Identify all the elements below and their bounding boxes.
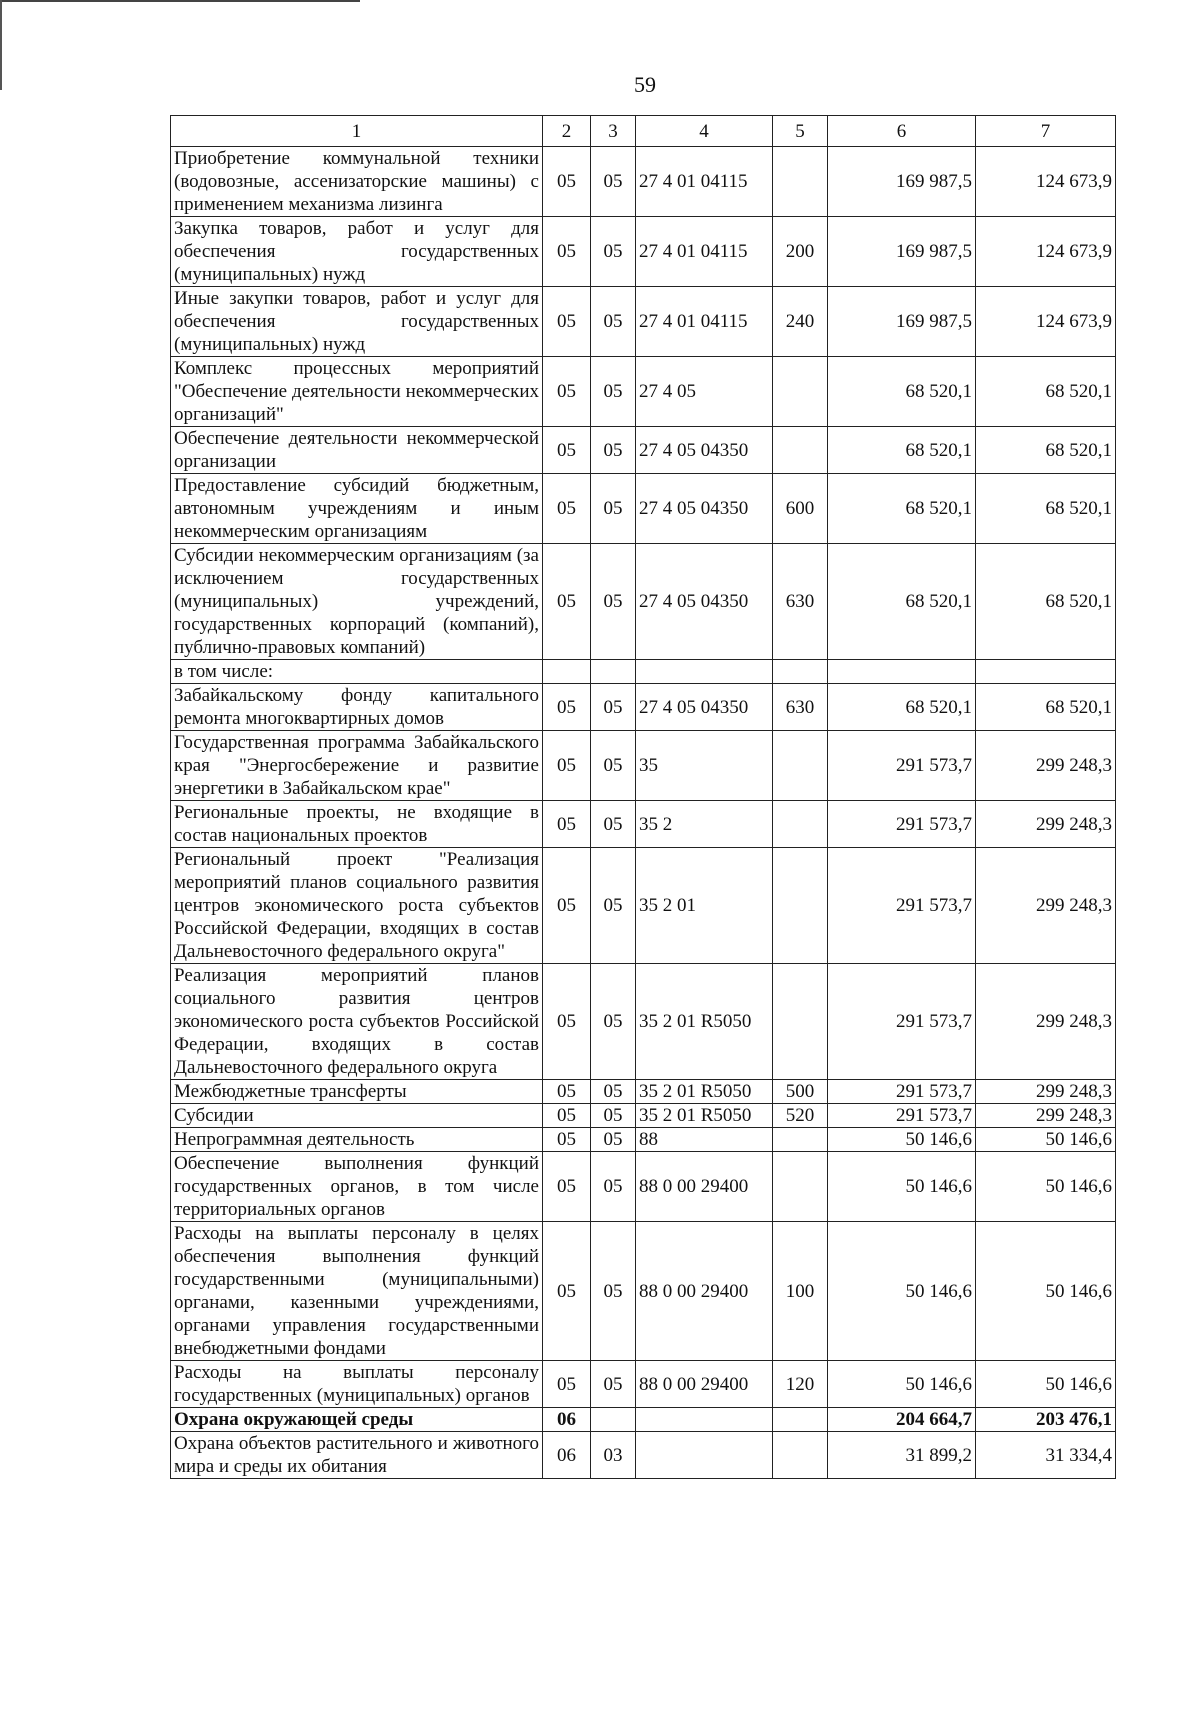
expense-type-cell: 120 — [773, 1361, 828, 1408]
section-code-cell: 06 — [543, 1408, 591, 1432]
row-name-cell: Межбюджетные трансферты — [171, 1080, 543, 1104]
amount-year2-cell: 68 520,1 — [976, 427, 1116, 474]
column-header: 3 — [591, 116, 636, 147]
expense-type-cell — [773, 1128, 828, 1152]
column-header: 4 — [636, 116, 773, 147]
table-row — [171, 801, 1116, 848]
target-article-cell: 27 4 05 04350 — [636, 544, 773, 660]
table-row — [171, 1432, 1116, 1479]
row-name-cell: Охрана окружающей среды — [171, 1408, 543, 1432]
section-code-cell — [543, 660, 591, 684]
table-row — [171, 1222, 1116, 1361]
subsection-code-cell: 05 — [591, 147, 636, 217]
expense-type-cell: 200 — [773, 217, 828, 287]
section-code-cell: 05 — [543, 801, 591, 848]
subsection-code-cell: 05 — [591, 427, 636, 474]
section-code-cell: 05 — [543, 1152, 591, 1222]
subsection-code-cell: 05 — [591, 474, 636, 544]
amount-year1-cell: 291 573,7 — [828, 964, 976, 1080]
amount-year1-cell: 68 520,1 — [828, 544, 976, 660]
section-code-cell: 05 — [543, 731, 591, 801]
expense-type-cell: 500 — [773, 1080, 828, 1104]
subsection-code-cell: 05 — [591, 1104, 636, 1128]
amount-year1-cell: 50 146,6 — [828, 1361, 976, 1408]
section-code-cell: 05 — [543, 544, 591, 660]
section-code-cell: 05 — [543, 1104, 591, 1128]
column-header: 6 — [828, 116, 976, 147]
expense-type-cell: 600 — [773, 474, 828, 544]
target-article-cell: 27 4 05 04350 — [636, 427, 773, 474]
subsection-code-cell: 05 — [591, 1128, 636, 1152]
amount-year2-cell: 124 673,9 — [976, 217, 1116, 287]
table-row — [171, 1408, 1116, 1432]
section-code-cell: 05 — [543, 147, 591, 217]
row-name-cell: Иные закупки товаров, работ и услуг для обеспечения государственных (муниципальных) нужд — [171, 287, 543, 357]
target-article-cell — [636, 1432, 773, 1479]
table-row — [171, 544, 1116, 660]
scan-edge — [0, 0, 360, 2]
table-row — [171, 1104, 1116, 1128]
row-name-cell: Региональный проект "Реализация мероприятий планов социального развития центров экономического роста субъектов Российской Федерации, входящих в состав Дальневосточного федерального округа" — [171, 848, 543, 964]
amount-year2-cell: 68 520,1 — [976, 357, 1116, 427]
target-article-cell: 88 — [636, 1128, 773, 1152]
target-article-cell: 35 2 01 R5050 — [636, 1080, 773, 1104]
table-row — [171, 1152, 1116, 1222]
target-article-cell: 88 0 00 29400 — [636, 1361, 773, 1408]
target-article-cell: 27 4 05 — [636, 357, 773, 427]
page-number: 59 — [634, 72, 656, 97]
row-name-cell: Государственная программа Забайкальского края "Энергосбережение и развитие энергетики в Забайкальском крае" — [171, 731, 543, 801]
section-code-cell: 05 — [543, 1222, 591, 1361]
target-article-cell: 35 2 — [636, 801, 773, 848]
target-article-cell: 35 2 01 R5050 — [636, 964, 773, 1080]
subsection-code-cell: 03 — [591, 1432, 636, 1479]
section-code-cell: 05 — [543, 1361, 591, 1408]
table-row — [171, 1361, 1116, 1408]
amount-year1-cell: 68 520,1 — [828, 474, 976, 544]
budget-table — [170, 115, 1116, 1479]
table-body — [171, 116, 1116, 1479]
amount-year2-cell: 68 520,1 — [976, 474, 1116, 544]
target-article-cell: 27 4 01 04115 — [636, 147, 773, 217]
amount-year1-cell: 204 664,7 — [828, 1408, 976, 1432]
table-row — [171, 147, 1116, 217]
row-name-cell: Закупка товаров, работ и услуг для обеспечения государственных (муниципальных) нужд — [171, 217, 543, 287]
row-name-cell: Приобретение коммунальной техники (водовозные, ассенизаторские машины) с применением механизма лизинга — [171, 147, 543, 217]
table-row — [171, 660, 1116, 684]
expense-type-cell — [773, 1408, 828, 1432]
section-code-cell: 05 — [543, 964, 591, 1080]
expense-type-cell: 240 — [773, 287, 828, 357]
expense-type-cell — [773, 964, 828, 1080]
section-code-cell: 05 — [543, 684, 591, 731]
subsection-code-cell: 05 — [591, 964, 636, 1080]
row-name-cell: Обеспечение выполнения функций государственных органов, в том числе территориальных органов — [171, 1152, 543, 1222]
row-name-cell: Реализация мероприятий планов социального развития центров экономического роста субъектов Российской Федерации, входящих в состав Дальневосточного федерального округа — [171, 964, 543, 1080]
table-row — [171, 964, 1116, 1080]
amount-year2-cell: 31 334,4 — [976, 1432, 1116, 1479]
expense-type-cell — [773, 357, 828, 427]
subsection-code-cell — [591, 1408, 636, 1432]
expense-type-cell — [773, 1152, 828, 1222]
section-code-cell: 05 — [543, 287, 591, 357]
subsection-code-cell: 05 — [591, 1361, 636, 1408]
row-name-cell: Обеспечение деятельности некоммерческой организации — [171, 427, 543, 474]
expense-type-cell: 100 — [773, 1222, 828, 1361]
target-article-cell — [636, 660, 773, 684]
row-name-cell: в том числе: — [171, 660, 543, 684]
amount-year1-cell — [828, 660, 976, 684]
amount-year1-cell: 169 987,5 — [828, 147, 976, 217]
target-article-cell: 27 4 05 04350 — [636, 684, 773, 731]
amount-year1-cell: 50 146,6 — [828, 1222, 976, 1361]
amount-year2-cell: 68 520,1 — [976, 544, 1116, 660]
table-row — [171, 357, 1116, 427]
section-code-cell: 05 — [543, 1080, 591, 1104]
target-article-cell: 35 2 01 — [636, 848, 773, 964]
section-code-cell: 05 — [543, 474, 591, 544]
subsection-code-cell: 05 — [591, 217, 636, 287]
amount-year2-cell: 299 248,3 — [976, 964, 1116, 1080]
column-header: 7 — [976, 116, 1116, 147]
section-code-cell: 05 — [543, 1128, 591, 1152]
amount-year1-cell: 291 573,7 — [828, 1104, 976, 1128]
section-code-cell: 05 — [543, 357, 591, 427]
amount-year2-cell: 50 146,6 — [976, 1222, 1116, 1361]
amount-year2-cell: 68 520,1 — [976, 684, 1116, 731]
expense-type-cell: 630 — [773, 544, 828, 660]
subsection-code-cell: 05 — [591, 1152, 636, 1222]
expense-type-cell: 520 — [773, 1104, 828, 1128]
table-row — [171, 427, 1116, 474]
subsection-code-cell — [591, 660, 636, 684]
amount-year2-cell: 299 248,3 — [976, 731, 1116, 801]
amount-year2-cell: 299 248,3 — [976, 801, 1116, 848]
table-row — [171, 731, 1116, 801]
amount-year1-cell: 291 573,7 — [828, 801, 976, 848]
expense-type-cell — [773, 427, 828, 474]
expense-type-cell — [773, 147, 828, 217]
amount-year1-cell: 291 573,7 — [828, 848, 976, 964]
table-row — [171, 1080, 1116, 1104]
table-header-row — [171, 116, 1116, 147]
subsection-code-cell: 05 — [591, 357, 636, 427]
column-header: 1 — [171, 116, 543, 147]
amount-year1-cell: 31 899,2 — [828, 1432, 976, 1479]
row-name-cell: Расходы на выплаты персоналу государственных (муниципальных) органов — [171, 1361, 543, 1408]
amount-year2-cell — [976, 660, 1116, 684]
column-header: 2 — [543, 116, 591, 147]
row-name-cell: Субсидии — [171, 1104, 543, 1128]
row-name-cell: Субсидии некоммерческим организациям (за исключением государственных (муниципальных) учреждений, государственных корпораций (компаний), публично-правовых компаний) — [171, 544, 543, 660]
subsection-code-cell: 05 — [591, 1080, 636, 1104]
expense-type-cell — [773, 1432, 828, 1479]
row-name-cell: Забайкальскому фонду капитального ремонта многоквартирных домов — [171, 684, 543, 731]
expense-type-cell — [773, 660, 828, 684]
subsection-code-cell: 05 — [591, 731, 636, 801]
subsection-code-cell: 05 — [591, 1222, 636, 1361]
table-row — [171, 287, 1116, 357]
amount-year1-cell: 68 520,1 — [828, 357, 976, 427]
table-row — [171, 474, 1116, 544]
target-article-cell — [636, 1408, 773, 1432]
section-code-cell: 06 — [543, 1432, 591, 1479]
amount-year1-cell: 50 146,6 — [828, 1128, 976, 1152]
expense-type-cell — [773, 801, 828, 848]
subsection-code-cell: 05 — [591, 684, 636, 731]
amount-year1-cell: 291 573,7 — [828, 1080, 976, 1104]
target-article-cell: 88 0 00 29400 — [636, 1152, 773, 1222]
section-code-cell: 05 — [543, 848, 591, 964]
table-row — [171, 684, 1116, 731]
target-article-cell: 88 0 00 29400 — [636, 1222, 773, 1361]
amount-year1-cell: 68 520,1 — [828, 684, 976, 731]
amount-year2-cell: 299 248,3 — [976, 848, 1116, 964]
expense-type-cell: 630 — [773, 684, 828, 731]
row-name-cell: Охрана объектов растительного и животного мира и среды их обитания — [171, 1432, 543, 1479]
amount-year1-cell: 291 573,7 — [828, 731, 976, 801]
table-row — [171, 1128, 1116, 1152]
row-name-cell: Предоставление субсидий бюджетным, автономным учреждениям и иным некоммерческим организациям — [171, 474, 543, 544]
section-code-cell: 05 — [543, 427, 591, 474]
target-article-cell: 35 2 01 R5050 — [636, 1104, 773, 1128]
table-row — [171, 217, 1116, 287]
expense-type-cell — [773, 848, 828, 964]
amount-year2-cell: 299 248,3 — [976, 1080, 1116, 1104]
row-name-cell: Расходы на выплаты персоналу в целях обеспечения выполнения функций государственными (муниципальными) органами, казенными учреждениями, органами управления государственными внебюджетными фондами — [171, 1222, 543, 1361]
amount-year1-cell: 50 146,6 — [828, 1152, 976, 1222]
row-name-cell: Непрограммная деятельность — [171, 1128, 543, 1152]
amount-year2-cell: 124 673,9 — [976, 287, 1116, 357]
target-article-cell: 27 4 05 04350 — [636, 474, 773, 544]
column-header: 5 — [773, 116, 828, 147]
target-article-cell: 35 — [636, 731, 773, 801]
row-name-cell: Комплекс процессных мероприятий "Обеспечение деятельности некоммерческих организаций" — [171, 357, 543, 427]
amount-year2-cell: 203 476,1 — [976, 1408, 1116, 1432]
amount-year1-cell: 169 987,5 — [828, 217, 976, 287]
amount-year1-cell: 68 520,1 — [828, 427, 976, 474]
amount-year2-cell: 50 146,6 — [976, 1361, 1116, 1408]
target-article-cell: 27 4 01 04115 — [636, 287, 773, 357]
target-article-cell: 27 4 01 04115 — [636, 217, 773, 287]
table-row — [171, 848, 1116, 964]
subsection-code-cell: 05 — [591, 801, 636, 848]
amount-year2-cell: 50 146,6 — [976, 1152, 1116, 1222]
amount-year1-cell: 169 987,5 — [828, 287, 976, 357]
expense-type-cell — [773, 731, 828, 801]
amount-year2-cell: 50 146,6 — [976, 1128, 1116, 1152]
amount-year2-cell: 299 248,3 — [976, 1104, 1116, 1128]
amount-year2-cell: 124 673,9 — [976, 147, 1116, 217]
row-name-cell: Региональные проекты, не входящие в состав национальных проектов — [171, 801, 543, 848]
subsection-code-cell: 05 — [591, 544, 636, 660]
section-code-cell: 05 — [543, 217, 591, 287]
subsection-code-cell: 05 — [591, 287, 636, 357]
subsection-code-cell: 05 — [591, 848, 636, 964]
